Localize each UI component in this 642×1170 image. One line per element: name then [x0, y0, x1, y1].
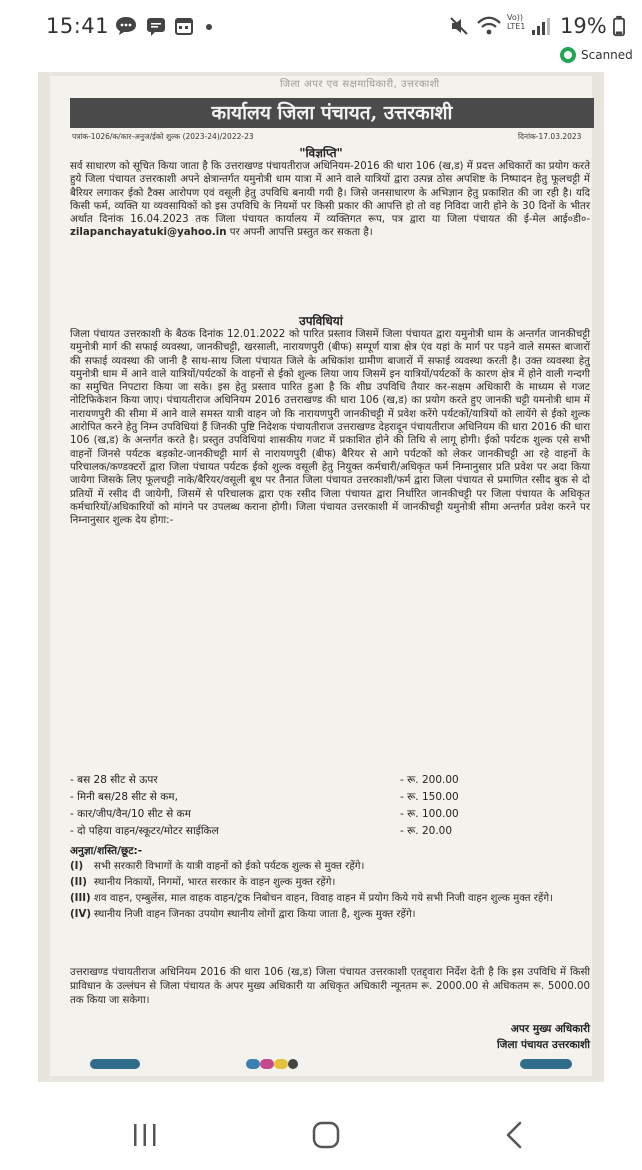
battery-icon	[612, 15, 626, 37]
reference-number: पत्रांक-1026/क/कार-अनुज/ईको शुल्क (2023-24)/2022-23	[72, 132, 254, 141]
print-color-mark	[288, 1059, 298, 1069]
rules-heading: उपविधियां	[299, 314, 343, 328]
volte-label: Vo)) LTE1	[507, 13, 526, 31]
fee-row: - कार/जीप/वैन/10 सीट से कम - रू. 100.00	[70, 808, 459, 820]
fee-table	[70, 772, 590, 840]
calendar-icon	[174, 15, 194, 37]
notice-date: दिनांक-17.03.2023	[518, 132, 582, 141]
rules-paragraph: जिला पंचायत उत्तरकाशी के बैठक दिनांक 12.01.2022 को पारित प्रस्ताव जिसमें जिला पंचायत द्वारा यमुनोत्री धाम के अन्तर्गत जानकीचट्टी यमुनोत्री मार्ग की सफाई व्यवस्था, जानकीचट्टी, खरसाली, नारायणपुरी (बीफ) सम्पूर्ण यात्रा क्षेत्र एंव यहां के मार्ग पर पड़ने वाले समस्त बाजारों की सफाई व्यवस्था की जानी है साथ-साथ जिला पंचायत जिले के अधिकांश ग्रामीण बाजारों में सफाई व्यवस्था करती है। उक्त व्यवस्था हेतु यमुनोत्री धाम में आने वाले यात्रियों/पर्यटकों के वाहनों से ईको शुल्क लिया जाय जिसमें इन यात्रियों/पर्यटकों के कारण क्षेत्र में होने वाली गन्दगी का समुचित निपटारा किया जा सके। इस हेतु प्रस्ताव पारित हुआ है कि शीघ्र उपविधि तैयार कर-सक्षम अधिकारी के माध्यम से गजट नोटिफिकेशन किया जाए। पंचायतीराज अधिनियम 2016 उत्तराखण्ड की धारा 106 (ख,ड) का प्रयोग करते हुए जानकी चट्टी यमनोत्री धाम में नारायणपुरी की सीमा में आने वाले समस्त यात्री वाहन जो कि नारायणपुरी जानकीचट्टी में प्रवेश करेंगे पर्यटकों/यात्रियों को लायेंगे से ईको शुल्क आरोपित करने हेतु निम्न उपविधियां हैं जिनकी पुष्टि निदेशक पंचायतीराज उत्तराखण्ड देहरादून पंचायतीराज अधिनियम की धारा 2016 की धारा 106 (ख,ड) के अन्तर्गत करते है। प्रस्तुत उपविधियां शासकीय गजट में प्रकाशित होने की तिथि से लागू होगी। ईको पर्यटक शुल्क एसे सभी वाहनों जिनसे पर्यटक बड़कोट-जानकीचट्टी मार्ग से नारायणपुरी (बीफ) बैरियर से आगे पर्यटकों को लेकर जानकीचट्टी आ रहे वाहनों के परिचालक/कण्डक्टरों द्वारा जिला पंचायत पर्यटक ईको शुल्क वसूली हेतु नियुक्त कर्मचारी/अधिकृत फर्म निम्नानुसार प्रति प्रवेश पर अदा किया जायेगा जिसके लिए फूलचट्टी नाके/बैरियर/वसूली बूथ पर तैनात जिला पंचायत उत्तरकाशी/फर्म द्वारा जिला पंचायत से प्रमाणित रसीद बुक से दो प्रतियों में रसीद दी जायेगी, जिसमें से परिचालक द्वारा एक रसीद जिला पंचायत द्वारा निर्धारित जानकीचट्टी पर जिला पंचायत के अधिकृत कर्मचारियों/अधिकारियों को मांगने पर उपलब्ध कराना होगी। जिला पंचायत उत्तरकाशी में जानकीचट्टी यमुनोत्री सीमा अन्तर्गत प्रवेश करने पर निम्नानुसार शुल्क देय होगा:-	[70, 329, 590, 527]
chat-bubble-icon	[114, 15, 138, 37]
signatory-designation: अपर मुख्य अधिकारी	[510, 1023, 590, 1035]
fee-row: - दो पहिया वाहन/स्कूटर/मोटर साईकिल - रू. 20.00	[70, 825, 453, 837]
wifi-icon	[476, 15, 502, 37]
exemption-item: (I) सभी सरकारी विभागों के यात्री वाहनों को ईको पर्यटक शुल्क से मुक्त रहेंगे।	[70, 861, 365, 872]
email-address: zilapanchayatuki@yahoo.in	[70, 227, 227, 239]
message-icon	[145, 15, 167, 37]
home-icon[interactable]	[306, 1118, 346, 1152]
recent-apps-icon[interactable]	[125, 1118, 165, 1152]
back-icon[interactable]	[494, 1118, 534, 1152]
print-color-mark	[274, 1059, 288, 1069]
fee-row: - बस 28 सीट से ऊपर - रू. 200.00	[70, 774, 459, 786]
print-color-mark	[260, 1059, 274, 1069]
signatory-office: जिला पंचायत उत्तरकाशी	[496, 1039, 590, 1051]
cut-header-text: जिला अपर एव सक्षमाधिकारी, उत्तरकाशी	[280, 79, 440, 90]
print-color-mark	[246, 1059, 260, 1069]
newspaper-photo	[38, 72, 604, 1082]
notification-dot-icon	[204, 15, 214, 37]
mute-icon	[448, 15, 470, 37]
notice-paragraph: सर्व साधारण को सूचित किया जाता है कि उत्तराखण्ड पंचायतीराज अधिनियम-2016 की धारा 106 (ख,ड) में प्रदत्त अधिकारों का प्रयोग करते हुये जिला पंचायत उत्तरकाशी अपने क्षेत्रान्तर्गत यमुनोत्री धाम यात्रा में आने वाले यात्रियों द्वारा उत्पन्न ठोस अपशिष्ट के निष्पादन हेतु फूलचट्टी में बैरियर लगाकर ईको टैक्स आरोपण एवं वसूली हेतु उपविधि बनायी गयी है। जिसे जनसाधारण के अभिज्ञान हेतु प्रकाशित की जा रही है। यदि किसी फर्म, व्यक्ति या व्यवसायिकों को इस उपविधि के नियमों पर किसी प्रकार की आपत्ति हो तो वह निविदा जारी होने के 30 दिनों के भीतर अर्थात दिनांक 16.04.2023 तक जिला पंचायत कार्यालय में व्यक्तिगत रूप, पत्र द्वारा या जिला पंचायत की ई-मेल आई०डी०-zilapanchayatuki@yahoo.in पर अपनी आपत्ति प्रस्तुत कर सकता है।	[70, 161, 590, 239]
scanned-indicator: Scanned	[560, 47, 633, 63]
exemptions-heading: अनुज्ञा/शस्ति/छूट:-	[70, 845, 143, 857]
exemption-item: (IV) स्थानीय निजी वाहन जिनका उपयोग स्थानीय लोगों द्वारा किया जाता है, शुल्क मुक्त रहेंगे।	[70, 909, 416, 920]
navigation-bar	[0, 1100, 642, 1170]
status-time: 15:41	[46, 14, 110, 38]
fee-row: - मिनी बस/28 सीट से कम, - रू. 150.00	[70, 791, 459, 803]
office-title: कार्यालय जिला पंचायत, उत्तरकाशी	[70, 98, 594, 128]
battery-percent: 19%	[560, 14, 607, 38]
print-color-mark	[520, 1059, 572, 1069]
scanned-check-icon	[560, 47, 576, 63]
exemptions-list	[70, 860, 590, 924]
newspaper-notice	[50, 76, 592, 1076]
closing-paragraph: उत्तराखण्ड पंचायतीराज अधिनियम 2016 की धारा 106 (ख,ड) जिला पंचायत उत्तरकाशी एतद्द्वारा निर्देश देती है कि इस उपविधि में किसी प्राविधान के उल्लंघन से जिला पंचायत के अपर मुख्य अधिकारी या अधिकृत अधिकारी न्यूनतम रू. 2000.00 से अधिकतम रू. 5000.00 तक किया जा सकेगा।	[70, 967, 590, 1007]
notice-heading: "विज्ञप्ति"	[299, 146, 343, 160]
print-color-mark	[90, 1059, 140, 1069]
signal-icon	[530, 15, 552, 37]
exemption-item: (II) स्थानीय निकायों, निगमों, भारत सरकार के वाहन शुल्क मुक्त रहेंगे।	[70, 877, 336, 888]
status-bar	[0, 0, 642, 62]
exemption-item: (III) शव वाहन, एम्बुलेंस, माल वाहक वाहन/ट्रक निबोचन वाहन, विवाह वाहन में प्रयोग किये गये सभी निजी वाहन शुल्क मुक्त रहेंगे।	[70, 893, 553, 904]
